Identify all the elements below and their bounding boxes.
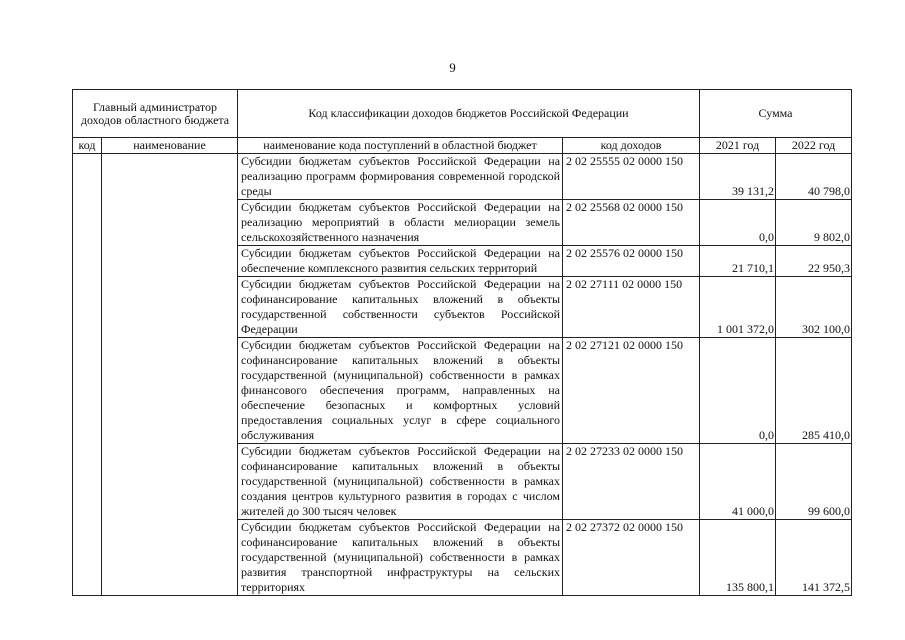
admin-code-cell: [73, 154, 102, 596]
header-classification-group: Код классификации доходов бюджетов Российской Федерации: [238, 90, 700, 138]
admin-name-cell: [102, 154, 238, 596]
row-sum-2022: 141 372,5: [776, 520, 852, 596]
row-description: Субсидии бюджетам субъектов Российской Федерации на софинансирование капитальных вложений в объекты государственной (муниципальной) собственности в рамках развития транспортной инфраструктуры на сельских территориях: [238, 520, 563, 596]
row-sum-2021: 1 001 372,0: [700, 277, 776, 338]
row-sum-2021: 21 710,1: [700, 246, 776, 277]
header-admin-group: Главный администратор доходов областного бюджета: [73, 90, 238, 138]
table-row: [73, 154, 852, 200]
row-sum-2022: 285 410,0: [776, 338, 852, 444]
header-col-revenue-code: код доходов: [563, 138, 700, 154]
header-row-columns: [73, 138, 852, 154]
row-code: 2 02 27111 02 0000 150: [563, 277, 700, 338]
row-code: 2 02 25568 02 0000 150: [563, 200, 700, 246]
row-sum-2021: 135 800,1: [700, 520, 776, 596]
row-sum-2022: 302 100,0: [776, 277, 852, 338]
header-col-code: код: [73, 138, 102, 154]
row-description: Субсидии бюджетам субъектов Российской Федерации на софинансирование капитальных вложений в объекты государственной (муниципальной) собственности в рамках создания центров культурного развития в городах с числом жителей до 300 тысяч человек: [238, 444, 563, 520]
row-sum-2021: 0,0: [700, 200, 776, 246]
row-code: 2 02 27233 02 0000 150: [563, 444, 700, 520]
row-description: Субсидии бюджетам субъектов Российской Федерации на реализацию мероприятий в области мелиорации земель сельскохозяйственного назначения: [238, 200, 563, 246]
row-code: 2 02 27372 02 0000 150: [563, 520, 700, 596]
page-number: 9: [449, 60, 456, 75]
header-sum-group: Сумма: [700, 90, 852, 138]
row-sum-2021: 41 000,0: [700, 444, 776, 520]
row-sum-2021: 39 131,2: [700, 154, 776, 200]
header-col-name: наименование: [102, 138, 238, 154]
row-description: Субсидии бюджетам субъектов Российской Федерации на реализацию программ формирования современной городской среды: [238, 154, 563, 200]
row-description: Субсидии бюджетам субъектов Российской Федерации на софинансирование капитальных вложений в объекты государственной (муниципальной) собственности в рамках финансового обеспечения программ, направленных на обеспечение безопасных и комфортных условий предоставления социальных услуг в сфере социального обслуживания: [238, 338, 563, 444]
row-sum-2022: 40 798,0: [776, 154, 852, 200]
row-sum-2022: 99 600,0: [776, 444, 852, 520]
header-col-2022: 2022 год: [776, 138, 852, 154]
header-col-2021: 2021 год: [700, 138, 776, 154]
row-sum-2021: 0,0: [700, 338, 776, 444]
row-description: Субсидии бюджетам субъектов Российской Федерации на софинансирование капитальных вложений в объекты государственной собственности субъектов Российской Федерации: [238, 277, 563, 338]
row-code: 2 02 27121 02 0000 150: [563, 338, 700, 444]
budget-revenue-table: [72, 89, 852, 596]
row-sum-2022: 22 950,3: [776, 246, 852, 277]
row-sum-2022: 9 802,0: [776, 200, 852, 246]
row-code: 2 02 25576 02 0000 150: [563, 246, 700, 277]
header-row-groups: [73, 90, 852, 138]
row-code: 2 02 25555 02 0000 150: [563, 154, 700, 200]
row-description: Субсидии бюджетам субъектов Российской Федерации на обеспечение комплексного развития сельских территорий: [238, 246, 563, 277]
header-col-revenue-name: наименование кода поступлений в областной бюджет: [238, 138, 563, 154]
